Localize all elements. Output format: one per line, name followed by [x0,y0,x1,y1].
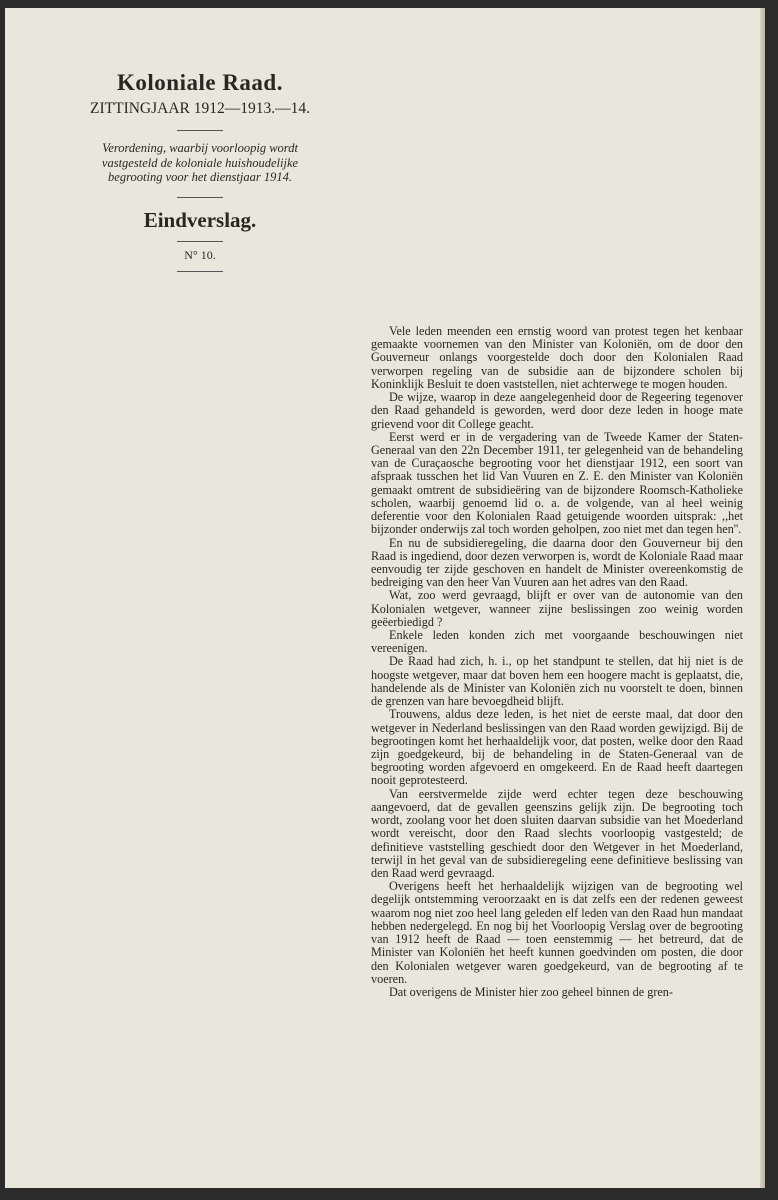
document-page [5,8,765,1188]
document-number: N° 10. [184,247,216,262]
divider-rule [177,197,223,198]
paragraph: De Raad had zich, h. i., op het standpunt te stellen, dat hij niet is de hoogste wetgever, maar dat boven hem een hoogere macht is geplaatst, die, handelende als de Minister van Koloniën zich nu voorstelt te doen, binnen de grenzen van hare bevoegdheid blijft. [371,654,743,709]
masthead [69,70,331,282]
session-year: ZITTINGJAAR 1912—1913.—14. [90,100,310,117]
paragraph: En nu de subsidieregeling, die daarna door den Gouverneur bij den Raad is ingediend, door dezen verworpen is, wordt de Koloniale Raad maar eenvoudig ter zijde geschoven en handelt de Minister overeenkomstig de bedreiging van den heer Van Vuuren aan het adres van den Raad. [371,535,743,590]
council-title: Koloniale Raad. [117,70,283,95]
paragraph: Van eerstvermelde zijde werd echter tegen deze beschouwing aangevoerd, dat de gevallen geenszins gelijk zijn. De begrooting toch wordt, zoolang voor het doen sluiten daarvan subsidie van het Moederland wordt vereischt, door den Raad slechts voorloopig vastgesteld; de definitieve vaststelling geschiedt door den Wetgever in het Moederland, terwijl in het geval van de subsidieregeling eene definitieve beslissing van den Raad werd gevraagd. [371,786,743,880]
paragraph: Vele leden meenden een ernstig woord van protest tegen het kenbaar gemaakte voornemen van den Minister van Koloniën, om de door den Gouverneur onlangs voorgestelde doch door den Kolonialen Raad verworpen regeling van de subsidie aan de bijzondere scholen bij Koninklijk Besluit te doen vaststellen, niet achterwege te mogen houden. [371,324,743,391]
divider-rule [177,271,223,272]
page-edge [760,8,765,1188]
report-body [371,325,743,999]
report-type: Eindverslag. [143,207,257,232]
divider-rule [177,130,223,131]
paragraph: Eerst werd er in de vergadering van de Tweede Kamer der Staten-Generaal van den 22n December 1911, ter gelegenheid van de behandeling van de Curaçaosche begrooting voor het dienstjaar 1912, een soort van afspraak tusschen het lid Van Vuuren en Z. E. den Minister van Koloniën gemaakt omtrent de subsidieëring van de bijzondere Roomsch-Katholieke scholen, waarbij genoemd lid o. a. de volgende, van al heel weinig deferentie voor den Kolonialen Raad getuigende woorden uitsprak: ,,het bijzonder onderwijs zal toch worden geholpen, zoo niet met dan tegen hen''. [371,429,743,537]
paragraph: Wat, zoo werd gevraagd, blijft er over van de autonomie van den Kolonialen wetgever, wanneer zijne beslissingen zoo weinig worden geëerbiedigd ? [371,588,743,629]
paragraph: Dat overigens de Minister hier zoo geheel binnen de gren- [389,984,673,999]
paragraph: De wijze, waarop in deze aangelegenheid door de Regeering tegenover den Raad gehandeld is geworden, werd door deze leden in hooge mate grievend voor dit College geacht. [371,390,743,431]
ordinance-subject: Verordening, waarbij voorloopig wordt vastgesteld de koloniale huishoudelijke begrooting voor het dienstjaar 1914. [101,141,299,184]
divider-rule [177,241,223,242]
paragraph: Trouwens, aldus deze leden, is het niet de eerste maal, dat door den wetgever in Nederland beslissingen van den Raad worden gewijzigd. Bij de begrootingen komt het herhaaldelijk voor, dat posten, welke door den Raad zijn goedgekeurd, bij de behandeling in de Staten-Generaal van de begrooting worden afgevoerd en omgekeerd. En de Raad heeft daartegen nooit geprotesteerd. [371,707,743,788]
paragraph: Overigens heeft het herhaaldelijk wijzigen van de begrooting wel degelijk ontstemming veroorzaakt en is dat zelfs een der redenen geweest waarom nog niet zoo heel lang geleden elf leden van den Raad hun mandaat hebben nedergelegd. En nog bij het Voorloopig Verslag over de begrooting van 1912 heeft de Raad — toen eenstemmig — het betreurd, dat de Minister van Koloniën het heeft kunnen goedvinden om posten, die door den Kolonialen wetgever waren goedgekeurd, van de begrooting af te voeren. [371,879,743,986]
paragraph: Enkele leden konden zich met voorgaande beschouwingen niet vereenigen. [371,628,743,656]
